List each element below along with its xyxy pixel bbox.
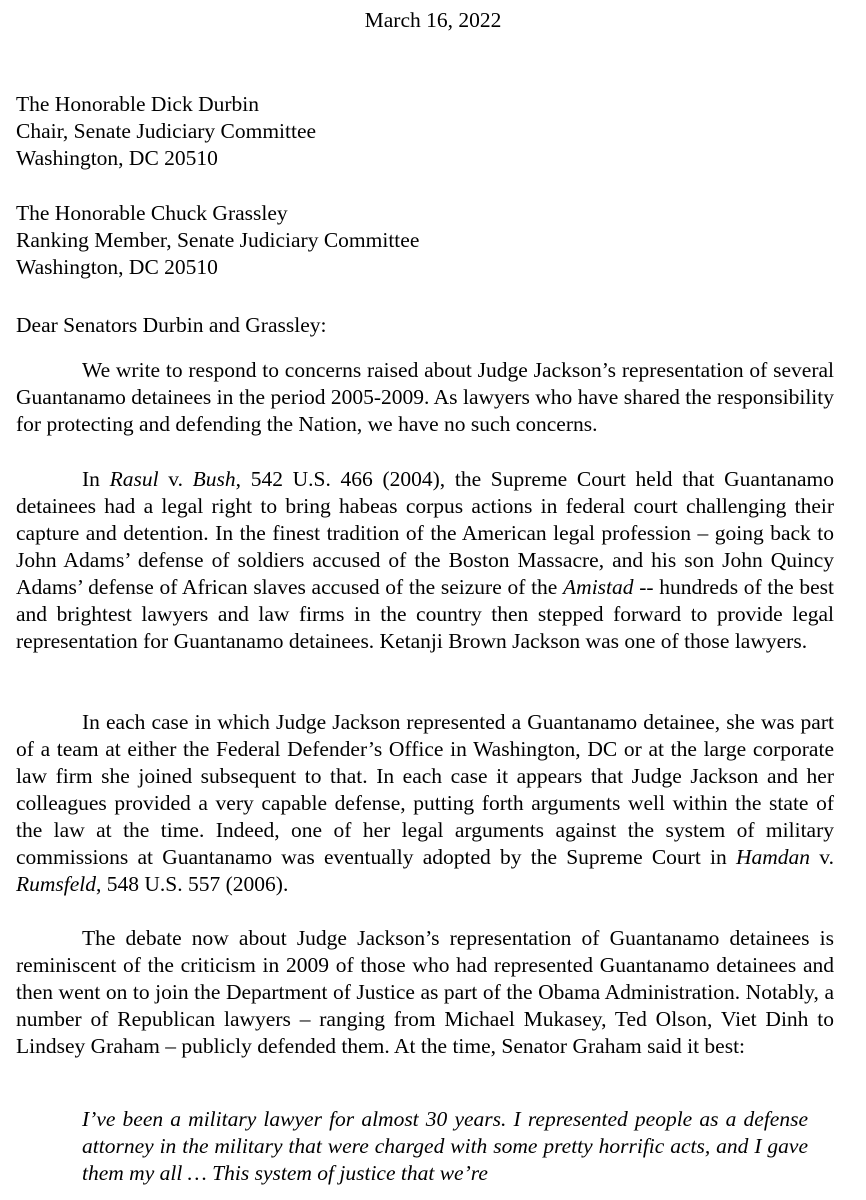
paragraph-lead: In xyxy=(82,467,110,491)
paragraph-text: In each case in which Judge Jackson represented a Guantanamo detainee, she was part of a team at either the Federal Defender’s Office in Washington, DC or at the large corporate law firm she joined subsequent to that. In each case it appears that Judge Jackson and her colleagues provided a very capable defense, putting forth arguments well within the state of the law at the time. Indeed, one of her legal arguments against the system of military commissions at Guantanamo was eventually adopted by the Supreme Court in xyxy=(16,710,834,869)
paragraph-text: The debate now about Judge Jackson’s representation of Guantanamo detainees is reminiscent of the criticism in 2009 of those who had represented Guantanamo detainees and then went on to join the Department of Justice as part of the Obama Administration. Notably, a number of Republican lawyers – ranging from Michael Mukasey, Ted Olson, Viet Dinh to Lindsey Graham – publicly defended them. At the time, Senator Graham said it best: xyxy=(16,926,834,1058)
paragraph-text: -- hundreds of the best and brightest lawyers and law firms in the country then stepped forward to provide legal representation for Guantanamo detainees. Ketanji Brown Jackson was one of those lawyers. xyxy=(16,575,834,653)
recipient-line: The Honorable Chuck Grassley xyxy=(16,201,288,225)
letter-date: March 16, 2022 xyxy=(364,8,502,32)
quote-text: I’ve been a military lawyer for almost 30 years. I represented people as a defense attorney in the military that were charged with some pretty horrific acts, and I gave them my all … This system of justice that we’re xyxy=(82,1107,808,1185)
paragraph-text: We write to respond to concerns raised about Judge Jackson’s representation of several Guantanamo detainees in the period 2005-2009. As lawyers who have shared the responsibility for protecting and defending the Nation, we have no such concerns. xyxy=(16,358,834,436)
paragraph-text: , 542 U.S. 466 (2004), the Supreme Court held that Guantanamo detainees had a legal right to bring habeas corpus actions in federal court challenging their capture and detention. In the finest tradition of the American legal profession – going back to John Adams’ defense of soldiers accused of the Boston Massacre, and his son John Quincy Adams’ defense of African slaves accused of the seizure of the xyxy=(16,467,835,599)
case-name-rumsfeld: Rumsfeld xyxy=(16,872,97,896)
recipient-line: Washington, DC 20510 xyxy=(16,255,218,279)
paragraph-rasul xyxy=(16,466,834,655)
case-versus: v. xyxy=(158,467,193,491)
case-name-rasul: Rasul xyxy=(109,467,159,491)
paragraph-text: , 548 U.S. 557 (2006). xyxy=(96,872,289,896)
recipient-grassley xyxy=(16,200,419,281)
case-name-hamdan: Hamdan xyxy=(735,845,811,869)
ship-name-amistad: Amistad xyxy=(563,575,634,599)
case-versus: v. xyxy=(810,845,834,869)
recipient-durbin xyxy=(16,91,316,172)
recipient-line: Ranking Member, Senate Judiciary Committee xyxy=(16,228,420,252)
case-name-bush: Bush xyxy=(192,467,236,491)
graham-quote xyxy=(82,1106,808,1187)
paragraph-debate xyxy=(16,925,834,1060)
recipient-line: The Honorable Dick Durbin xyxy=(16,92,259,116)
paragraph-intro xyxy=(16,357,834,438)
recipient-line: Chair, Senate Judiciary Committee xyxy=(16,119,317,143)
recipient-line: Washington, DC 20510 xyxy=(16,146,218,170)
paragraph-cases xyxy=(16,709,834,898)
salutation: Dear Senators Durbin and Grassley: xyxy=(16,313,327,337)
